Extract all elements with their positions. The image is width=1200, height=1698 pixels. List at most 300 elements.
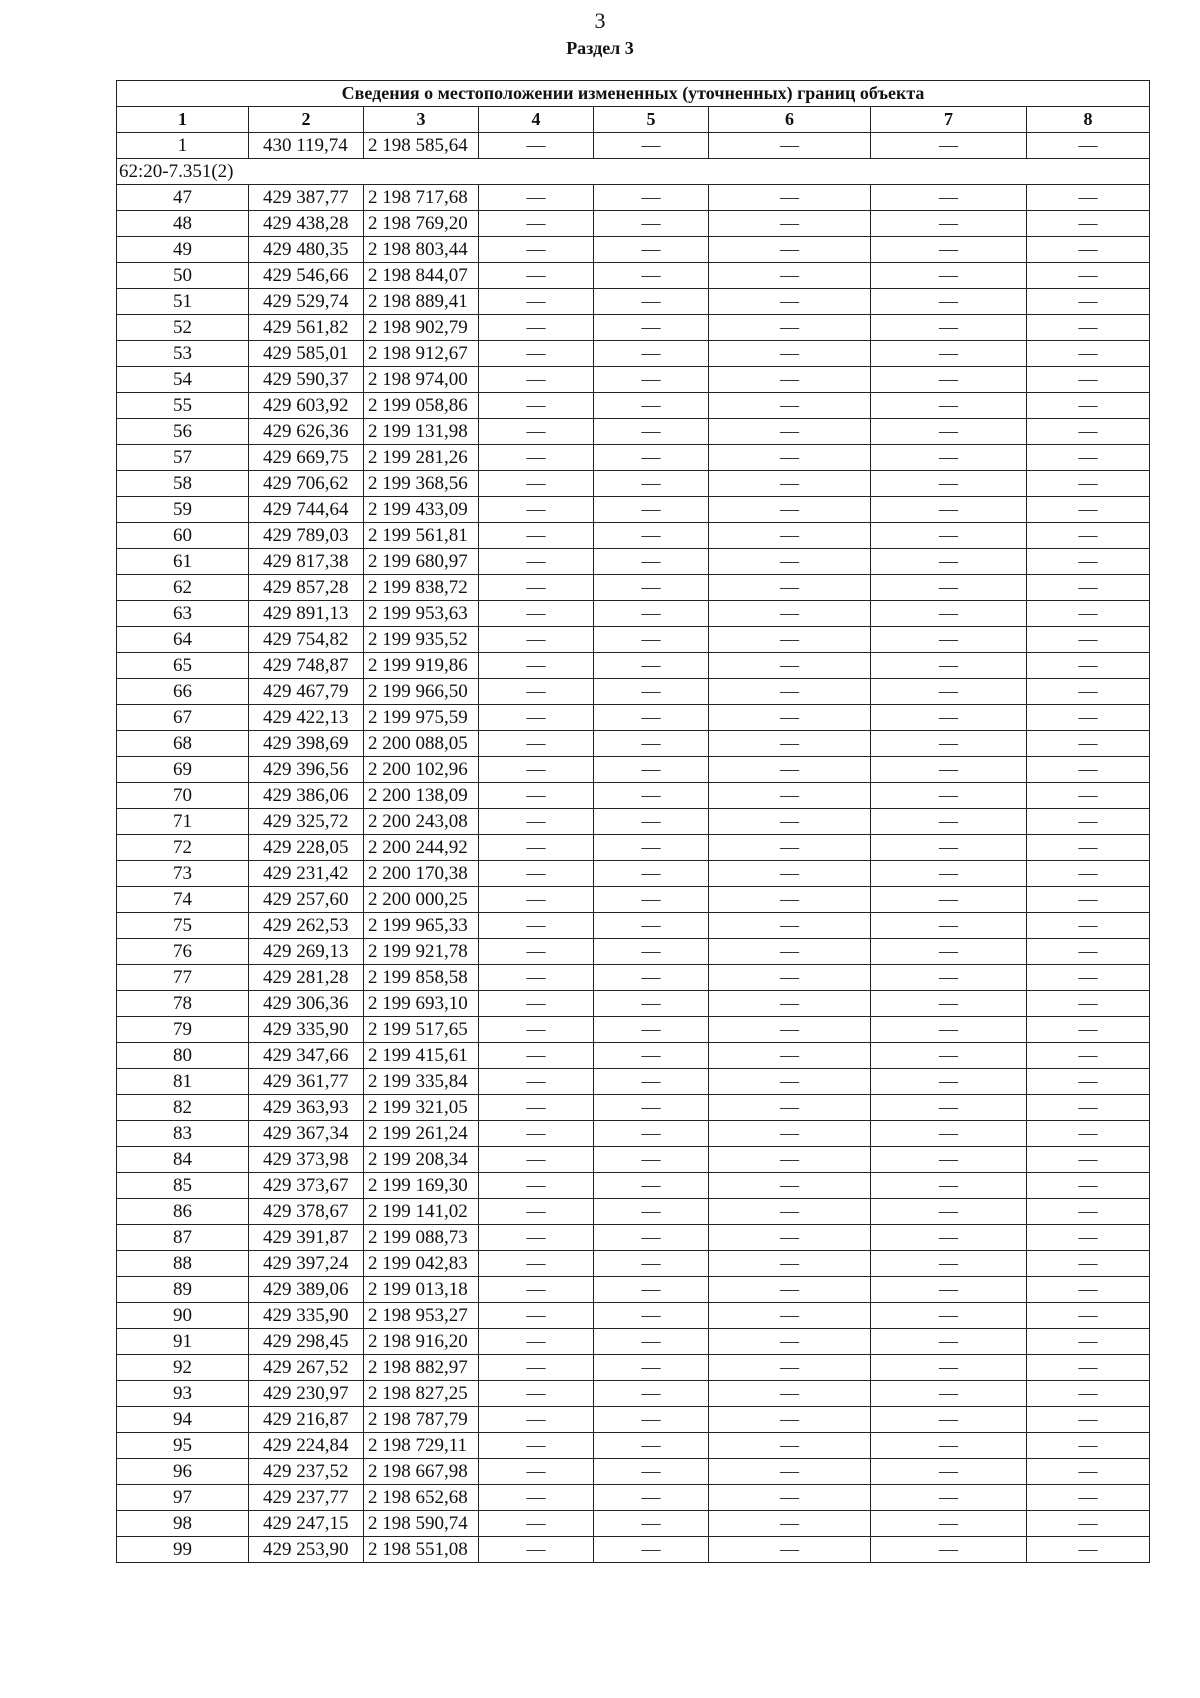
empty-cell: — [1027, 289, 1150, 315]
y-coordinate-cell: 2 199 321,05 [364, 1095, 479, 1121]
empty-cell: — [594, 471, 709, 497]
empty-cell: — [709, 1121, 871, 1147]
empty-cell: — [871, 1147, 1027, 1173]
table-row [117, 1329, 1150, 1355]
empty-cell: — [871, 211, 1027, 237]
table-row [117, 1199, 1150, 1225]
empty-cell: — [871, 393, 1027, 419]
empty-cell: — [479, 1069, 594, 1095]
empty-cell: — [1027, 1277, 1150, 1303]
y-coordinate-cell: 2 198 652,68 [364, 1485, 479, 1511]
x-coordinate-cell: 429 546,66 [249, 263, 364, 289]
empty-cell: — [709, 835, 871, 861]
empty-cell: — [1027, 653, 1150, 679]
empty-cell: — [709, 237, 871, 263]
empty-cell: — [479, 705, 594, 731]
x-coordinate-cell: 429 387,77 [249, 185, 364, 211]
point-number-cell: 62 [117, 575, 249, 601]
empty-cell: — [479, 237, 594, 263]
empty-cell: — [594, 679, 709, 705]
empty-cell: — [871, 783, 1027, 809]
empty-cell: — [871, 341, 1027, 367]
empty-cell: — [479, 185, 594, 211]
point-number-cell: 67 [117, 705, 249, 731]
y-coordinate-cell: 2 199 935,52 [364, 627, 479, 653]
x-coordinate-cell: 429 389,06 [249, 1277, 364, 1303]
table-row [117, 341, 1150, 367]
empty-cell: — [479, 757, 594, 783]
empty-cell: — [594, 757, 709, 783]
y-coordinate-cell: 2 198 551,08 [364, 1537, 479, 1563]
empty-cell: — [594, 341, 709, 367]
empty-cell: — [709, 1095, 871, 1121]
empty-cell: — [594, 523, 709, 549]
section-title: Раздел 3 [566, 38, 634, 58]
empty-cell: — [709, 471, 871, 497]
empty-cell: — [871, 1511, 1027, 1537]
empty-cell: — [871, 133, 1027, 159]
empty-cell: — [594, 1355, 709, 1381]
table-row [117, 393, 1150, 419]
y-coordinate-cell: 2 198 667,98 [364, 1459, 479, 1485]
empty-cell: — [1027, 263, 1150, 289]
x-coordinate-cell: 429 669,75 [249, 445, 364, 471]
empty-cell: — [709, 601, 871, 627]
y-coordinate-cell: 2 198 889,41 [364, 289, 479, 315]
empty-cell: — [479, 523, 594, 549]
x-coordinate-cell: 429 438,28 [249, 211, 364, 237]
table-row [117, 185, 1150, 211]
empty-cell: — [479, 1485, 594, 1511]
table-row [117, 289, 1150, 315]
empty-cell: — [709, 1485, 871, 1511]
x-coordinate-cell: 429 817,38 [249, 549, 364, 575]
table-row [117, 1485, 1150, 1511]
y-coordinate-cell: 2 198 827,25 [364, 1381, 479, 1407]
empty-cell: — [594, 705, 709, 731]
empty-cell: — [1027, 913, 1150, 939]
empty-cell: — [479, 601, 594, 627]
point-number-cell: 66 [117, 679, 249, 705]
empty-cell: — [871, 809, 1027, 835]
empty-cell: — [871, 679, 1027, 705]
empty-cell: — [594, 289, 709, 315]
empty-cell: — [871, 939, 1027, 965]
y-coordinate-cell: 2 199 561,81 [364, 523, 479, 549]
empty-cell: — [594, 887, 709, 913]
empty-cell: — [871, 861, 1027, 887]
empty-cell: — [1027, 1121, 1150, 1147]
table-row [117, 523, 1150, 549]
point-number-cell: 61 [117, 549, 249, 575]
empty-cell: — [871, 185, 1027, 211]
x-coordinate-cell: 429 397,24 [249, 1251, 364, 1277]
x-coordinate-cell: 429 361,77 [249, 1069, 364, 1095]
y-coordinate-cell: 2 198 787,79 [364, 1407, 479, 1433]
empty-cell: — [479, 1147, 594, 1173]
empty-cell: — [479, 1173, 594, 1199]
empty-cell: — [594, 1225, 709, 1251]
empty-cell: — [594, 1199, 709, 1225]
x-coordinate-cell: 429 224,84 [249, 1433, 364, 1459]
point-number-cell: 94 [117, 1407, 249, 1433]
point-number-cell: 87 [117, 1225, 249, 1251]
empty-cell: — [479, 627, 594, 653]
empty-cell: — [871, 705, 1027, 731]
table-row [117, 965, 1150, 991]
empty-cell: — [709, 939, 871, 965]
point-number-cell: 79 [117, 1017, 249, 1043]
empty-cell: — [709, 1381, 871, 1407]
point-number-cell: 59 [117, 497, 249, 523]
empty-cell: — [709, 705, 871, 731]
empty-cell: — [594, 133, 709, 159]
y-coordinate-cell: 2 200 244,92 [364, 835, 479, 861]
empty-cell: — [594, 237, 709, 263]
empty-cell: — [594, 1173, 709, 1199]
empty-cell: — [1027, 627, 1150, 653]
empty-cell: — [479, 887, 594, 913]
empty-cell: — [594, 731, 709, 757]
point-number-cell: 69 [117, 757, 249, 783]
y-coordinate-cell: 2 198 590,74 [364, 1511, 479, 1537]
empty-cell: — [479, 367, 594, 393]
point-number-cell: 97 [117, 1485, 249, 1511]
empty-cell: — [1027, 757, 1150, 783]
point-number-cell: 47 [117, 185, 249, 211]
y-coordinate-cell: 2 198 769,20 [364, 211, 479, 237]
empty-cell: — [709, 679, 871, 705]
empty-cell: — [709, 419, 871, 445]
empty-cell: — [709, 1459, 871, 1485]
y-coordinate-cell: 2 199 921,78 [364, 939, 479, 965]
empty-cell: — [479, 1199, 594, 1225]
empty-cell: — [594, 419, 709, 445]
empty-cell: — [871, 497, 1027, 523]
point-number-cell: 52 [117, 315, 249, 341]
point-number-cell: 65 [117, 653, 249, 679]
point-number-cell: 85 [117, 1173, 249, 1199]
empty-cell: — [479, 1329, 594, 1355]
empty-cell: — [871, 653, 1027, 679]
x-coordinate-cell: 429 398,69 [249, 731, 364, 757]
x-coordinate-cell: 429 298,45 [249, 1329, 364, 1355]
empty-cell: — [594, 445, 709, 471]
empty-cell: — [871, 1225, 1027, 1251]
empty-cell: — [1027, 783, 1150, 809]
empty-cell: — [709, 549, 871, 575]
table-row [117, 991, 1150, 1017]
table-row [117, 1407, 1150, 1433]
x-coordinate-cell: 429 230,97 [249, 1381, 364, 1407]
point-number-cell: 84 [117, 1147, 249, 1173]
empty-cell: — [709, 783, 871, 809]
empty-cell: — [479, 1381, 594, 1407]
x-coordinate-cell: 429 561,82 [249, 315, 364, 341]
empty-cell: — [479, 939, 594, 965]
x-coordinate-cell: 429 325,72 [249, 809, 364, 835]
empty-cell: — [1027, 1381, 1150, 1407]
point-number-cell: 75 [117, 913, 249, 939]
empty-cell: — [709, 1147, 871, 1173]
table-row [117, 1225, 1150, 1251]
table-row [117, 757, 1150, 783]
empty-cell: — [479, 1433, 594, 1459]
empty-cell: — [1027, 1485, 1150, 1511]
empty-cell: — [594, 1303, 709, 1329]
empty-cell: — [479, 1355, 594, 1381]
empty-cell: — [594, 549, 709, 575]
empty-cell: — [594, 1511, 709, 1537]
empty-cell: — [479, 1043, 594, 1069]
table-row [117, 913, 1150, 939]
empty-cell: — [594, 965, 709, 991]
x-coordinate-cell: 429 373,98 [249, 1147, 364, 1173]
boundary-coordinates-table [116, 80, 1150, 1563]
x-coordinate-cell: 429 744,64 [249, 497, 364, 523]
empty-cell: — [594, 575, 709, 601]
table-row [117, 809, 1150, 835]
empty-cell: — [871, 1173, 1027, 1199]
empty-cell: — [1027, 341, 1150, 367]
column-number: 3 [364, 107, 479, 133]
empty-cell: — [871, 549, 1027, 575]
point-number-cell: 64 [117, 627, 249, 653]
table-row [117, 549, 1150, 575]
table-row [117, 419, 1150, 445]
y-coordinate-cell: 2 198 912,67 [364, 341, 479, 367]
table-row [117, 887, 1150, 913]
point-number-cell: 72 [117, 835, 249, 861]
empty-cell: — [479, 1121, 594, 1147]
empty-cell: — [709, 497, 871, 523]
empty-cell: — [479, 731, 594, 757]
empty-cell: — [709, 211, 871, 237]
table-row [117, 1251, 1150, 1277]
empty-cell: — [871, 913, 1027, 939]
empty-cell: — [1027, 1355, 1150, 1381]
empty-cell: — [594, 991, 709, 1017]
empty-cell: — [479, 965, 594, 991]
empty-cell: — [1027, 497, 1150, 523]
y-coordinate-cell: 2 199 169,30 [364, 1173, 479, 1199]
empty-cell: — [1027, 1251, 1150, 1277]
empty-cell: — [1027, 1433, 1150, 1459]
empty-cell: — [479, 341, 594, 367]
point-number-cell: 89 [117, 1277, 249, 1303]
empty-cell: — [479, 653, 594, 679]
empty-cell: — [709, 523, 871, 549]
empty-cell: — [709, 1511, 871, 1537]
empty-cell: — [479, 1225, 594, 1251]
point-number-cell: 1 [117, 133, 249, 159]
empty-cell: — [479, 783, 594, 809]
table-row [117, 653, 1150, 679]
y-coordinate-cell: 2 199 517,65 [364, 1017, 479, 1043]
y-coordinate-cell: 2 199 433,09 [364, 497, 479, 523]
empty-cell: — [709, 1355, 871, 1381]
empty-cell: — [1027, 523, 1150, 549]
x-coordinate-cell: 429 748,87 [249, 653, 364, 679]
x-coordinate-cell: 429 367,34 [249, 1121, 364, 1147]
table-row [117, 497, 1150, 523]
empty-cell: — [479, 497, 594, 523]
empty-cell: — [1027, 393, 1150, 419]
empty-cell: — [871, 1017, 1027, 1043]
table-row [117, 1017, 1150, 1043]
empty-cell: — [709, 1303, 871, 1329]
x-coordinate-cell: 429 269,13 [249, 939, 364, 965]
empty-cell: — [1027, 991, 1150, 1017]
empty-cell: — [479, 471, 594, 497]
table-row [117, 861, 1150, 887]
table-row [117, 1303, 1150, 1329]
x-coordinate-cell: 429 363,93 [249, 1095, 364, 1121]
y-coordinate-cell: 2 199 693,10 [364, 991, 479, 1017]
empty-cell: — [594, 835, 709, 861]
empty-cell: — [709, 289, 871, 315]
x-coordinate-cell: 429 754,82 [249, 627, 364, 653]
table-row [117, 1121, 1150, 1147]
empty-cell: — [1027, 1017, 1150, 1043]
empty-cell: — [1027, 705, 1150, 731]
empty-cell: — [871, 1537, 1027, 1563]
x-coordinate-cell: 429 396,56 [249, 757, 364, 783]
empty-cell: — [594, 393, 709, 419]
table-row [117, 1173, 1150, 1199]
table-row [117, 835, 1150, 861]
empty-cell: — [709, 913, 871, 939]
empty-cell: — [871, 1043, 1027, 1069]
empty-cell: — [479, 679, 594, 705]
table-row [117, 1147, 1150, 1173]
empty-cell: — [1027, 133, 1150, 159]
empty-cell: — [709, 809, 871, 835]
x-coordinate-cell: 429 626,36 [249, 419, 364, 445]
x-coordinate-cell: 429 391,87 [249, 1225, 364, 1251]
y-coordinate-cell: 2 199 141,02 [364, 1199, 479, 1225]
table-row [117, 1511, 1150, 1537]
y-coordinate-cell: 2 198 729,11 [364, 1433, 479, 1459]
y-coordinate-cell: 2 200 088,05 [364, 731, 479, 757]
x-coordinate-cell: 429 267,52 [249, 1355, 364, 1381]
parcel-group-label: 62:20-7.351(2) [117, 159, 1150, 185]
empty-cell: — [871, 1251, 1027, 1277]
y-coordinate-cell: 2 198 974,00 [364, 367, 479, 393]
table-row [117, 783, 1150, 809]
y-coordinate-cell: 2 200 000,25 [364, 887, 479, 913]
point-number-cell: 95 [117, 1433, 249, 1459]
empty-cell: — [594, 601, 709, 627]
empty-cell: — [594, 1433, 709, 1459]
empty-cell: — [1027, 549, 1150, 575]
empty-cell: — [1027, 419, 1150, 445]
x-coordinate-cell: 429 585,01 [249, 341, 364, 367]
point-number-cell: 78 [117, 991, 249, 1017]
column-number: 7 [871, 107, 1027, 133]
table-title: Сведения о местоположении измененных (уточненных) границ объекта [117, 81, 1150, 107]
empty-cell: — [871, 887, 1027, 913]
empty-cell: — [594, 1329, 709, 1355]
x-coordinate-cell: 429 467,79 [249, 679, 364, 705]
point-number-cell: 88 [117, 1251, 249, 1277]
empty-cell: — [709, 1251, 871, 1277]
empty-cell: — [1027, 367, 1150, 393]
empty-cell: — [1027, 835, 1150, 861]
empty-cell: — [709, 1173, 871, 1199]
empty-cell: — [479, 1251, 594, 1277]
x-coordinate-cell: 429 386,06 [249, 783, 364, 809]
empty-cell: — [479, 289, 594, 315]
empty-cell: — [871, 731, 1027, 757]
empty-cell: — [709, 861, 871, 887]
point-number-cell: 63 [117, 601, 249, 627]
y-coordinate-cell: 2 199 838,72 [364, 575, 479, 601]
y-coordinate-cell: 2 198 717,68 [364, 185, 479, 211]
empty-cell: — [709, 1277, 871, 1303]
empty-cell: — [1027, 575, 1150, 601]
empty-cell: — [594, 809, 709, 835]
empty-cell: — [709, 133, 871, 159]
y-coordinate-cell: 2 200 243,08 [364, 809, 479, 835]
point-number-cell: 90 [117, 1303, 249, 1329]
point-number-cell: 71 [117, 809, 249, 835]
empty-cell: — [479, 835, 594, 861]
empty-cell: — [594, 1485, 709, 1511]
empty-cell: — [871, 263, 1027, 289]
point-number-cell: 60 [117, 523, 249, 549]
empty-cell: — [479, 575, 594, 601]
table-row [117, 705, 1150, 731]
empty-cell: — [871, 419, 1027, 445]
table-row [117, 1459, 1150, 1485]
group-label-row [117, 159, 1150, 185]
point-number-cell: 51 [117, 289, 249, 315]
empty-cell: — [709, 653, 871, 679]
empty-cell: — [871, 627, 1027, 653]
point-number-cell: 92 [117, 1355, 249, 1381]
y-coordinate-cell: 2 198 585,64 [364, 133, 479, 159]
x-coordinate-cell: 429 373,67 [249, 1173, 364, 1199]
empty-cell: — [871, 1199, 1027, 1225]
empty-cell: — [709, 627, 871, 653]
y-coordinate-cell: 2 199 680,97 [364, 549, 479, 575]
point-number-cell: 86 [117, 1199, 249, 1225]
empty-cell: — [1027, 1459, 1150, 1485]
empty-cell: — [1027, 1147, 1150, 1173]
empty-cell: — [709, 315, 871, 341]
point-number-cell: 99 [117, 1537, 249, 1563]
empty-cell: — [479, 133, 594, 159]
empty-cell: — [871, 575, 1027, 601]
empty-cell: — [479, 991, 594, 1017]
empty-cell: — [479, 211, 594, 237]
x-coordinate-cell: 429 216,87 [249, 1407, 364, 1433]
x-coordinate-cell: 429 603,92 [249, 393, 364, 419]
y-coordinate-cell: 2 199 281,26 [364, 445, 479, 471]
y-coordinate-cell: 2 199 335,84 [364, 1069, 479, 1095]
point-number-cell: 73 [117, 861, 249, 887]
empty-cell: — [594, 1407, 709, 1433]
y-coordinate-cell: 2 199 013,18 [364, 1277, 479, 1303]
y-coordinate-cell: 2 199 131,98 [364, 419, 479, 445]
empty-cell: — [709, 341, 871, 367]
empty-cell: — [479, 263, 594, 289]
y-coordinate-cell: 2 198 803,44 [364, 237, 479, 263]
empty-cell: — [871, 1095, 1027, 1121]
y-coordinate-cell: 2 199 088,73 [364, 1225, 479, 1251]
empty-cell: — [594, 1251, 709, 1277]
